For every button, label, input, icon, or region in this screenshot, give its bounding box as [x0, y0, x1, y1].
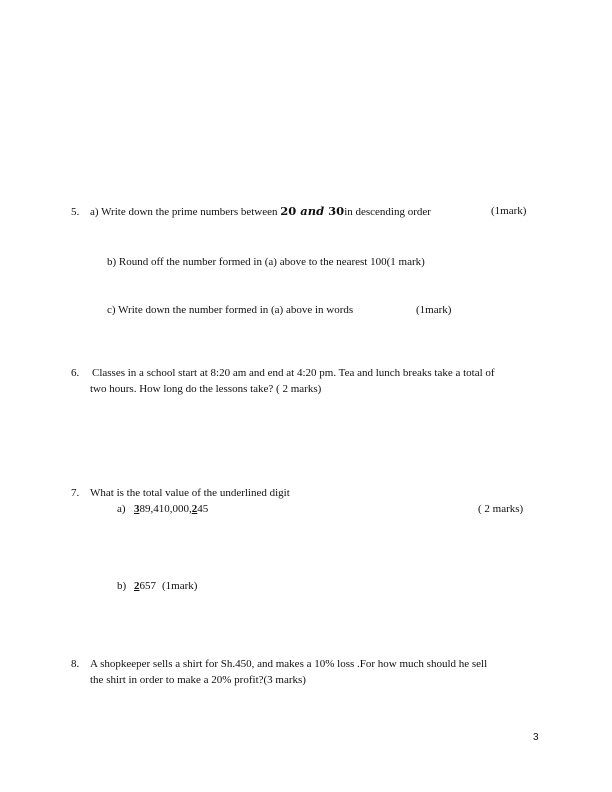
- q5-a-suffix: in descending order: [344, 206, 431, 218]
- q5-a-marks: (1mark): [491, 205, 527, 217]
- q7-b-underlined-digit: 2: [134, 580, 140, 592]
- q7-a-end: 45: [197, 503, 209, 515]
- q5-a-prefix: a) Write down the prime numbers between: [90, 206, 281, 218]
- q5-a-math-20: 20: [280, 204, 297, 218]
- q6-line1: [71, 366, 495, 380]
- q7-a-underlined-digit-2: 2: [191, 503, 198, 515]
- q6-text-line1: Classes in a school start at 8:20 am and end at 4:20 pm. Tea and lunch breaks take a total of: [92, 367, 495, 379]
- q5-number: 5.: [71, 206, 80, 218]
- q6-line2: two hours. How long do the lessons take? ( 2 marks): [90, 383, 322, 395]
- q5-b-line: b) Round off the number formed in (a) above to the nearest 100(1 mark): [107, 256, 425, 268]
- q8-text-line1: A shopkeeper sells a shirt for Sh.450, and makes a 10% loss .For how much should he sell: [90, 658, 488, 670]
- q7-number: 7.: [71, 487, 80, 499]
- q5-a-line: [71, 204, 431, 219]
- q5-a-math: [280, 204, 344, 218]
- q5-a-math-and: and: [300, 204, 325, 218]
- q5-c-line: c) Write down the number formed in (a) above in words: [107, 304, 354, 316]
- q7-b-label: b): [117, 580, 127, 592]
- q7-b-line: [117, 579, 197, 593]
- q7-a-label: a): [117, 503, 126, 515]
- q5-a-math-30: 30: [328, 204, 345, 218]
- q7-stem: What is the total value of the underlined digit: [90, 487, 290, 499]
- q7-a-marks: ( 2 marks): [478, 503, 524, 515]
- q7-a-mid: 89,410,000,: [139, 503, 192, 515]
- page-number: 3: [533, 732, 539, 743]
- q8-line1: [71, 657, 487, 671]
- q7-a-underlined-digit-1: 3: [134, 503, 140, 515]
- q7-stem-line: [71, 486, 290, 500]
- q7-b-rest: 657: [139, 580, 156, 592]
- q8-line2: the shirt in order to make a 20% profit?(3 marks): [90, 674, 306, 686]
- q6-number: 6.: [71, 367, 80, 379]
- q5-c-marks: (1mark): [416, 304, 452, 316]
- q7-a-line: [117, 502, 208, 516]
- q8-number: 8.: [71, 658, 80, 670]
- q7-b-marks: (1mark): [162, 580, 198, 592]
